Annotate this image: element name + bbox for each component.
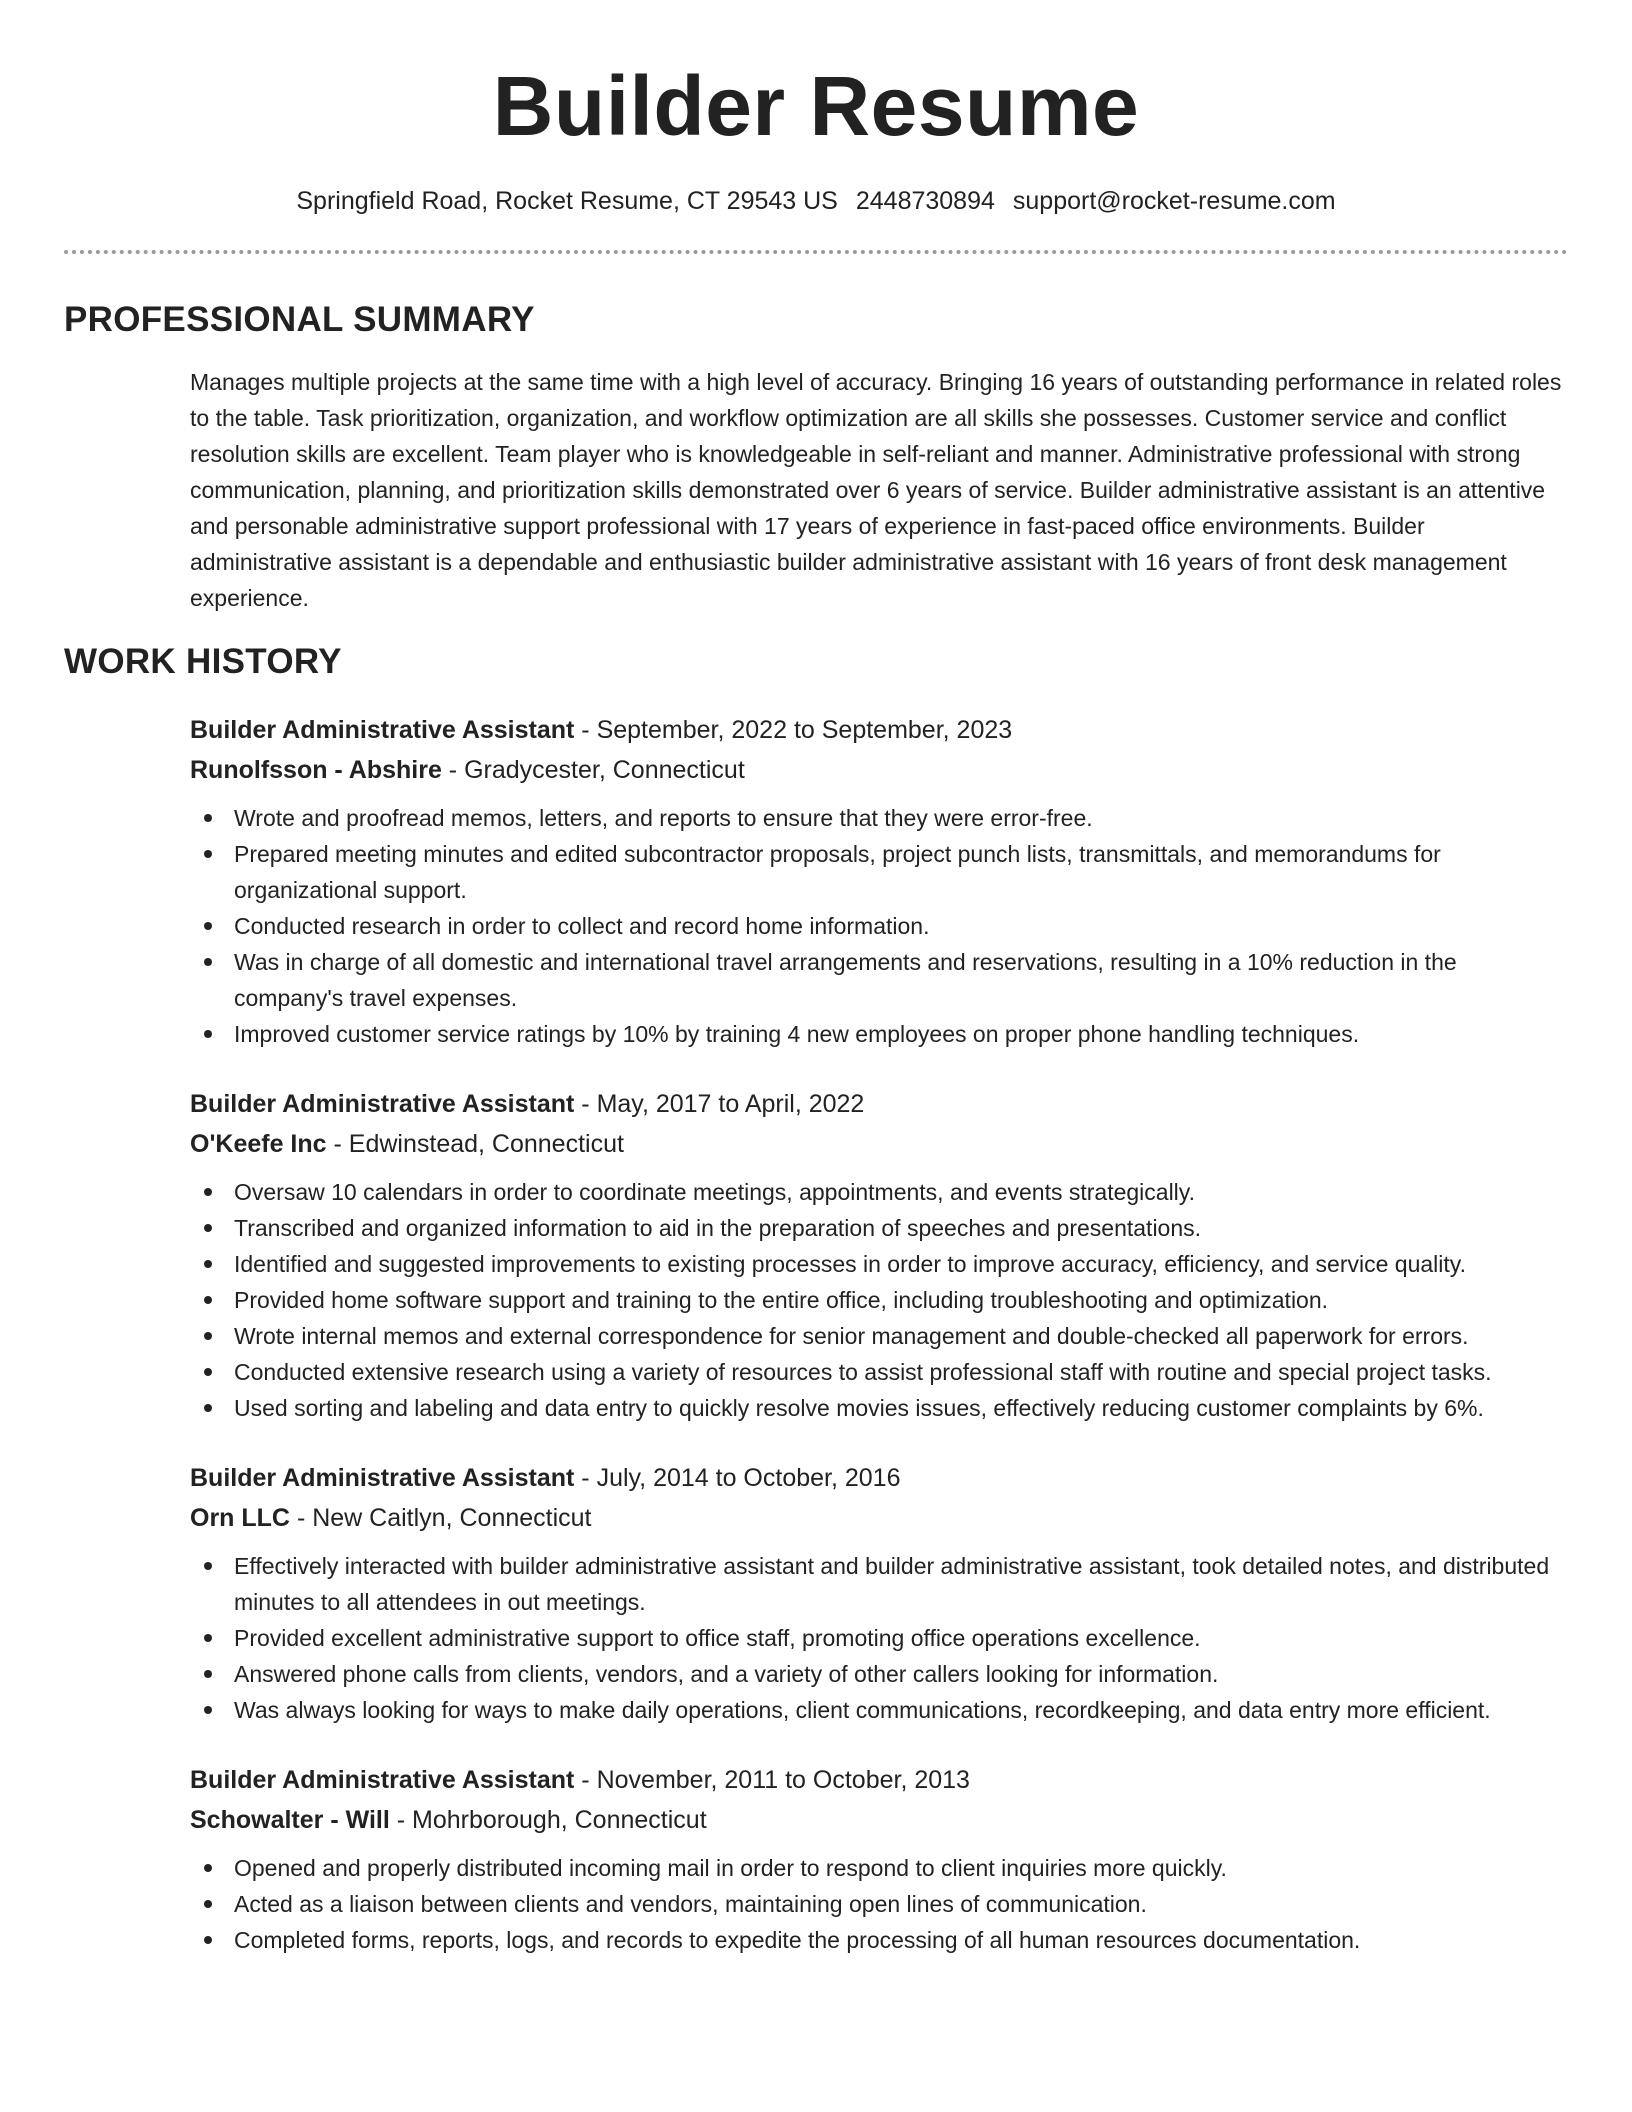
job-dates: - September, 2022 to September, 2023	[574, 716, 1013, 744]
job-entry	[190, 1084, 1568, 1426]
job-location: - Mohrborough, Connecticut	[389, 1806, 707, 1834]
summary-text: Manages multiple projects at the same time with a high level of accuracy. Bringing 16 years of outstanding performance in related roles to the table. Task prioritization, organization, and workflow optimization are all skills she possesses. Customer service and conflict resolution skills are excellent. Team player who is knowledgeable in self-reliant and manner. Administrative professional with strong communication, planning, and prioritization skills demonstrated over 6 years of service. Builder administrative assistant is an attentive and personable administrative support professional with 17 years of experience in fast-paced office environments. Builder administrative assistant is a dependable and enthusiastic builder administrative assistant with 16 years of front desk management experience.	[190, 369, 1562, 611]
job-bullet: Transcribed and organized information to aid in the preparation of speeches and presentations.	[234, 1210, 1568, 1246]
job-bullet: Was in charge of all domestic and international travel arrangements and reservations, resulting in a 10% reduction in the company's travel expenses.	[234, 944, 1568, 1016]
job-company: Schowalter - Will	[190, 1806, 390, 1834]
job-bullet: Used sorting and labeling and data entry to quickly resolve movies issues, effectively reducing customer complaints by 6%.	[234, 1390, 1568, 1426]
job-bullet: Improved customer service ratings by 10% by training 4 new employees on proper phone handling techniques.	[234, 1016, 1568, 1052]
resume-page	[64, 0, 1568, 1958]
job-bullet: Opened and properly distributed incoming mail in order to respond to client inquiries more quickly.	[234, 1850, 1568, 1886]
job-bullets	[190, 1850, 1568, 1958]
job-bullets	[190, 800, 1568, 1052]
job-company: O'Keefe Inc	[190, 1130, 327, 1158]
job-bullet: Wrote internal memos and external correspondence for senior management and double-checked all paperwork for errors.	[234, 1318, 1568, 1354]
job-bullet: Provided excellent administrative support to office staff, promoting office operations excellence.	[234, 1620, 1568, 1656]
job-bullet: Effectively interacted with builder administrative assistant and builder administrative assistant, took detailed notes, and distributed minutes to all attendees in out meetings.	[234, 1548, 1568, 1620]
job-company-line	[190, 1800, 1568, 1840]
job-title-line	[190, 1760, 1568, 1800]
section-title-summary: PROFESSIONAL SUMMARY	[64, 300, 535, 339]
job-bullet: Provided home software support and training to the entire office, including troubleshooting and optimization.	[234, 1282, 1568, 1318]
job-bullet: Wrote and proofread memos, letters, and reports to ensure that they were error-free.	[234, 800, 1568, 836]
contact-phone: 2448730894	[855, 187, 995, 215]
job-role: Builder Administrative Assistant	[190, 1766, 575, 1794]
job-location: - Edwinstead, Connecticut	[326, 1130, 624, 1158]
section-title-work-history: WORK HISTORY	[64, 642, 342, 681]
job-dates: - November, 2011 to October, 2013	[574, 1766, 970, 1794]
resume-name: Builder Resume	[492, 59, 1140, 153]
job-dates: - July, 2014 to October, 2016	[574, 1464, 901, 1492]
job-bullet: Answered phone calls from clients, vendors, and a variety of other callers looking for information.	[234, 1656, 1568, 1692]
job-bullet: Completed forms, reports, logs, and records to expedite the processing of all human resources documentation.	[234, 1922, 1568, 1958]
job-role: Builder Administrative Assistant	[190, 1464, 575, 1492]
contact-address: Springfield Road, Rocket Resume, CT 29543 US	[296, 187, 838, 215]
job-entry	[190, 710, 1568, 1052]
job-location: - Gradycester, Connecticut	[441, 756, 745, 784]
job-entry	[190, 1458, 1568, 1728]
job-role: Builder Administrative Assistant	[190, 1090, 575, 1118]
job-bullet: Acted as a liaison between clients and vendors, maintaining open lines of communication.	[234, 1886, 1568, 1922]
job-role: Builder Administrative Assistant	[190, 716, 575, 744]
contact-info	[64, 184, 1568, 218]
job-bullet: Prepared meeting minutes and edited subcontractor proposals, project punch lists, transmittals, and memorandums for organizational support.	[234, 836, 1568, 908]
job-bullet: Conducted extensive research using a variety of resources to assist professional staff with routine and special project tasks.	[234, 1354, 1568, 1390]
job-bullet: Was always looking for ways to make daily operations, client communications, recordkeeping, and data entry more efficient.	[234, 1692, 1568, 1728]
job-entry	[190, 1760, 1568, 1958]
job-bullet: Identified and suggested improvements to existing processes in order to improve accuracy, efficiency, and service quality.	[234, 1246, 1568, 1282]
job-company-line	[190, 1124, 1568, 1164]
job-company-line	[190, 1498, 1568, 1538]
job-company-line	[190, 750, 1568, 790]
job-company: Runolfsson - Abshire	[190, 756, 442, 784]
job-bullets	[190, 1548, 1568, 1728]
job-dates: - May, 2017 to April, 2022	[574, 1090, 865, 1118]
work-history-list	[190, 710, 1568, 1958]
job-bullet: Oversaw 10 calendars in order to coordinate meetings, appointments, and events strategically.	[234, 1174, 1568, 1210]
job-bullets	[190, 1174, 1568, 1426]
job-title-line	[190, 1458, 1568, 1498]
job-title-line	[190, 1084, 1568, 1124]
job-title-line	[190, 710, 1568, 750]
job-location: - New Caitlyn, Connecticut	[290, 1504, 592, 1532]
header-divider	[64, 250, 1568, 254]
contact-email: support@rocket-resume.com	[1012, 187, 1336, 215]
job-bullet: Conducted research in order to collect and record home information.	[234, 908, 1568, 944]
job-company: Orn LLC	[190, 1504, 290, 1532]
